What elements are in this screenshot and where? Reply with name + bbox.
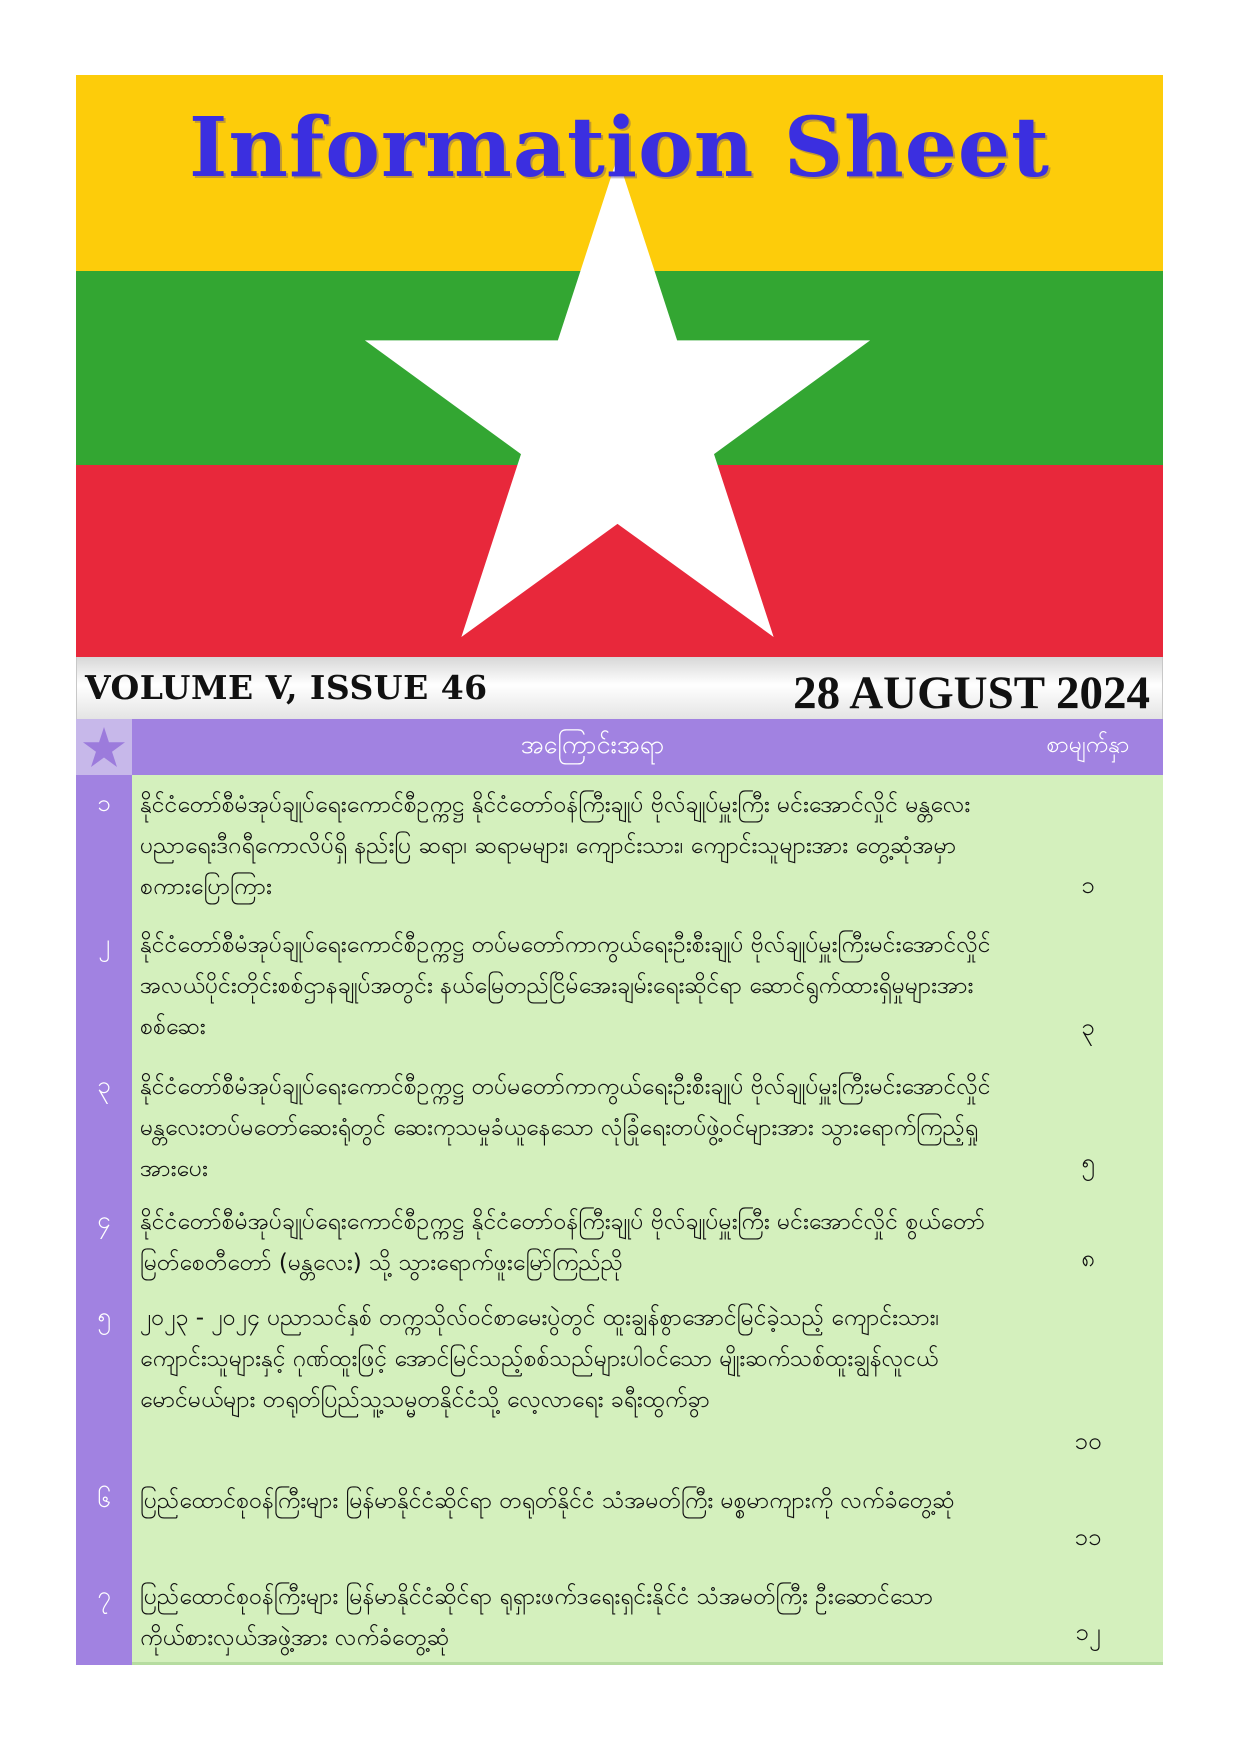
table-row[interactable] (97, 1567, 1163, 1662)
issue-date: 28 AUGUST 2024 (793, 667, 1150, 719)
row-page-number: ၅ (1081, 1148, 1095, 1176)
row-number: ၅ (97, 1302, 111, 1330)
table-row[interactable] (97, 775, 1163, 915)
row-number: ၃ (97, 1071, 111, 1099)
row-page-number: ၈ (1081, 1244, 1095, 1272)
row-title: ပြည်ထောင်စုဝန်ကြီးများ မြန်မာနိုင်ငံဆိုင်ရာ ရုရှားဖက်ဒရေးရှင်းနိုင်ငံ သံအမတ်ကြီး ဦးဆောင်သော ကိုယ်စားလှယ်အဖွဲ့အား လက်ခံတွေ့ဆုံ (140, 1584, 934, 1651)
row-number: ၂ (98, 929, 110, 957)
header-star-cell (76, 719, 132, 775)
row-title: နိုင်ငံတော်စီမံအုပ်ချုပ်ရေးကောင်စီဥက္ကဋ္ဌ နိုင်ငံတော်ဝန်ကြီးချုပ် ဗိုလ်ချုပ်မှူးကြီး မင်းအောင်လှိုင် စွယ်တော်မြတ်စေတီတော် (မန္တလေး) သို့ သွားရောက်ဖူးမြော်ကြည်ညို (140, 1209, 985, 1276)
flag-star-icon (363, 157, 872, 637)
publication-title: Information Sheet (189, 100, 1050, 196)
volume-issue: VOLUME V, ISSUE 46 (85, 668, 488, 707)
row-page-number: ၁၂ (1075, 1618, 1101, 1646)
row-title: ပြည်ထောင်စုဝန်ကြီးများ မြန်မာနိုင်ငံဆိုင်ရာ တရုတ်နိုင်ငံ သံအမတ်ကြီး မစ္စမာကျားကို လက်ခံတွေ့ဆုံ (140, 1488, 955, 1514)
table-row[interactable] (97, 1288, 1163, 1471)
contents-header (76, 719, 1163, 775)
table-row[interactable] (97, 1192, 1163, 1288)
row-page-number: ၁၀ (1074, 1427, 1102, 1455)
row-title: နိုင်ငံတော်စီမံအုပ်ချုပ်ရေးကောင်စီဥက္ကဋ္ဌ တပ်မတော်ကာကွယ်ရေးဦးစီးချုပ် ဗိုလ်ချုပ်မှူးကြီးမင်းအောင်လှိုင် အလယ်ပိုင်းတိုင်းစစ်ဌာနချုပ်အတွင်း နယ်မြေတည်ငြိမ်အေးချမ်းရေးဆိုင်ရာ ဆောင်ရွက်ထားရှိမှုများအား စစ်ဆေး (140, 932, 991, 1040)
row-title: နိုင်ငံတော်စီမံအုပ်ချုပ်ရေးကောင်စီဥက္ကဋ္ဌ တပ်မတော်ကာကွယ်ရေးဦးစီးချုပ် ဗိုလ်ချုပ်မှူးကြီးမင်းအောင်လှိုင် မန္တလေးတပ်မတော်ဆေးရုံတွင် ဆေးကုသမှုခံယူနေသော လုံခြုံရေးတပ်ဖွဲ့ဝင်များအား သွားရောက်ကြည့်ရှုအားပေး (140, 1074, 991, 1182)
column-title-contents: အကြောင်းအရာ (520, 729, 665, 759)
row-number: ၇ (97, 1581, 111, 1609)
contents-body (76, 775, 1163, 1665)
row-title: ၂၀၂၃ - ၂၀၂၄ ပညာသင်နှစ် တက္ကသိုလ်ဝင်စာမေးပွဲတွင် ထူးချွန်စွာအောင်မြင်ခဲ့သည့် ကျောင်းသား၊ ကျောင်းသူများနှင့် ဂုဏ်ထူးဖြင့် အောင်မြင်သည့်စစ်သည်များပါဝင်သော မျိုးဆက်သစ်ထူးချွန်လူငယ်မောင်မယ်များ တရုတ်ပြည်သူ့သမ္မတနိုင်ငံသို့ လေ့လာရေး ခရီးထွက်ခွာ (140, 1305, 940, 1413)
row-title: နိုင်ငံတော်စီမံအုပ်ချုပ်ရေးကောင်စီဥက္ကဋ္ဌ နိုင်ငံတော်ဝန်ကြီးချုပ် ဗိုလ်ချုပ်မှူးကြီး မင်းအောင်လှိုင် မန္တလေးပညာရေးဒီဂရီကောလိပ်ရှိ နည်းပြ ဆရာ၊ ဆရာမများ၊ ကျောင်းသား၊ ကျောင်းသူများအား တွေ့ဆုံအမှာစကားပြောကြား (140, 792, 971, 900)
row-number: ၄ (97, 1206, 111, 1234)
contents-table (76, 719, 1163, 1665)
row-number: ၆ (97, 1485, 111, 1513)
issue-bar (76, 657, 1163, 719)
table-row[interactable] (97, 1057, 1163, 1192)
column-title-page: စာမျက်နှာ (1046, 732, 1130, 758)
table-row[interactable] (98, 915, 1163, 1057)
star-icon (83, 727, 125, 767)
row-page-number: ၁၁ (1074, 1523, 1102, 1551)
flag-banner (76, 75, 1163, 657)
rows-column (97, 775, 1163, 1665)
info-sheet-cover (76, 75, 1163, 1665)
row-page-number: ၁ (1081, 871, 1095, 899)
row-number: ၁ (97, 789, 111, 817)
table-row[interactable] (97, 1471, 1163, 1567)
row-page-number: ၃ (1081, 1013, 1095, 1041)
